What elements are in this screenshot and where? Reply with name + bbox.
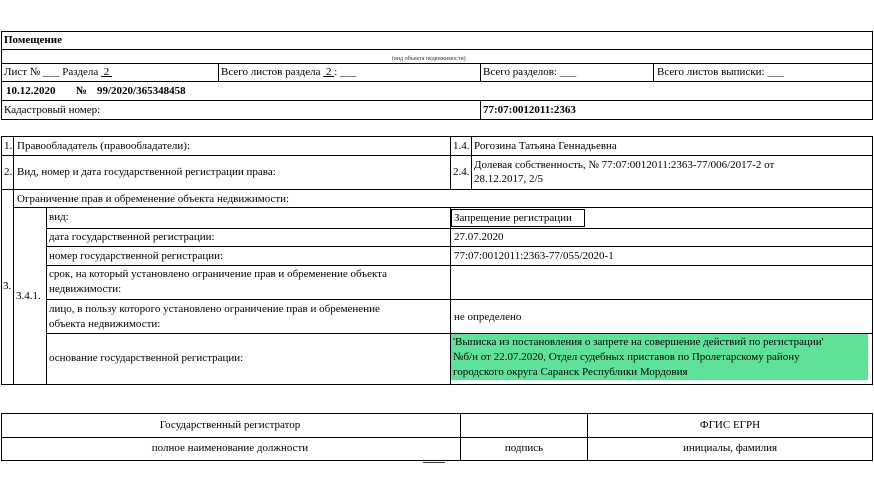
page-edge-mark — [423, 462, 445, 465]
basis-value-line1: 'Выписка из постановления о запрете на совершение действий по регистрации' — [453, 336, 824, 348]
object-type-caption: (вид объекта недвижимости) — [392, 56, 466, 62]
total-sections-label: Всего разделов: — [483, 66, 557, 78]
term-label-line1: срок, на который установлено ограничение прав и обременение объекта — [49, 268, 387, 280]
object-type: Помещение — [4, 34, 62, 46]
registration-date-value: 27.07.2020 — [454, 231, 504, 243]
section-label: Раздела — [62, 66, 99, 78]
section-value: 2 — [103, 66, 110, 78]
registration-number-value: 77:07:0012011:2363-77/055/2020-1 — [454, 250, 614, 262]
registration-number: 99/2020/365348458 — [97, 85, 186, 97]
registrar-organization: ФГИС ЕГРН — [699, 419, 761, 431]
beneficiary-label-line1: лицо, в пользу которого установлено ограничение прав и обременение — [49, 303, 380, 315]
total-sections — [483, 66, 576, 79]
total-sheets — [657, 66, 784, 79]
extract-date: 10.12.2020 — [6, 85, 56, 97]
total-sheets-blank: ___ — [767, 66, 784, 78]
row1-label: Правообладатель (правообладатели): — [17, 140, 191, 152]
row1-number: 1. — [4, 140, 13, 152]
basis-value-line3: городского округа Саранск Республики Мордовия — [453, 366, 688, 378]
beneficiary-value: не определено — [454, 311, 522, 323]
registrar-label: Государственный регистратор — [159, 419, 301, 431]
number-sign: № — [76, 85, 88, 97]
section-sheets-label: Всего листов раздела — [221, 66, 321, 78]
total-sheets-label: Всего листов выписки: — [657, 66, 765, 78]
sheet-blank: ___ — [43, 66, 60, 78]
section-sheets-value: 2 — [325, 66, 332, 78]
row1-value: Рогозина Татьяна Геннадьевна — [474, 140, 617, 152]
basis-value-line2: №б/н от 22.07.2020, Отдел судебных приставов по Пролетарскому району — [453, 351, 800, 363]
row1-subnumber: 1.4. — [453, 140, 470, 152]
row3-label: Ограничение прав и обременение объекта недвижимости: — [17, 193, 290, 205]
registration-number-label: номер государственной регистрации: — [49, 250, 224, 262]
section-sheets-blank: : ___ — [334, 66, 357, 78]
cadastral-value: 77:07:0012011:2363 — [483, 104, 576, 116]
restriction-type-value: Запрещение регистрации — [454, 212, 572, 224]
initials-caption: инициалы, фамилия — [682, 442, 778, 454]
restriction-type-label: вид: — [49, 211, 69, 223]
row2-value-line2: 28.12.2017, 2/5 — [474, 173, 544, 185]
position-caption: полное наименование должности — [151, 442, 309, 454]
row3-number: 3. — [3, 280, 12, 292]
sheet-label: Лист № — [4, 66, 41, 78]
total-sections-blank: ___ — [559, 66, 577, 78]
beneficiary-label-line2: объекта недвижимости: — [49, 318, 161, 330]
registration-date-label: дата государственной регистрации: — [49, 231, 215, 243]
row3-subnumber: 3.4.1. — [16, 290, 41, 302]
section-sheets — [221, 66, 357, 79]
term-label-line2: недвижимости: — [49, 283, 122, 295]
cadastral-label: Кадастровый номер: — [4, 104, 101, 116]
row2-label: Вид, номер и дата государственной регистрации права: — [17, 166, 276, 178]
basis-label: основание государственной регистрации: — [49, 352, 244, 364]
row2-subnumber: 2.4. — [453, 166, 470, 178]
sheet-number — [4, 66, 112, 79]
row2-value-line1: Долевая собственность, № 77:07:0012011:2363-77/006/2017-2 от — [474, 159, 775, 171]
row2-number: 2. — [4, 166, 13, 178]
signature-caption: подпись — [504, 442, 544, 454]
